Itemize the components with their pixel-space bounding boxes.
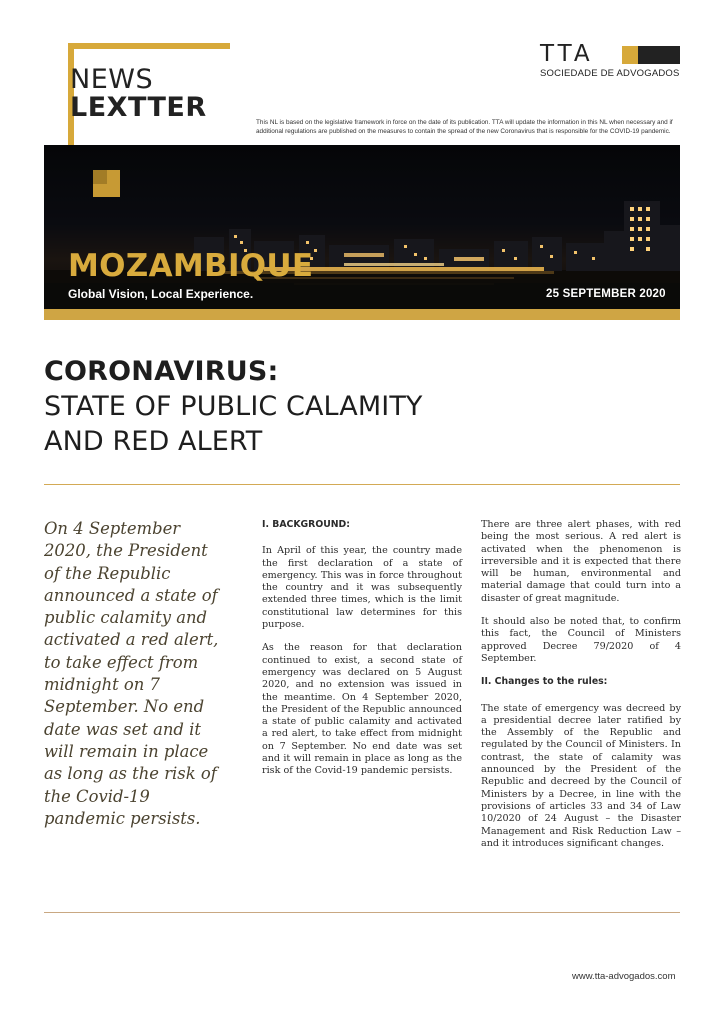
column-two-paragraph-1: There are three alert phases, with red being the most serious. A red alert is activated when the phenomenon is irreversible and it is expected that there will be human, environmental and material damage that could turn into a disaster of great magnitude. bbox=[481, 519, 681, 604]
bottom-divider bbox=[44, 912, 680, 913]
column-one bbox=[262, 519, 462, 789]
brand-name: TTA bbox=[540, 41, 594, 67]
tagline: Global Vision, Local Experience. bbox=[68, 287, 254, 301]
disclaimer-text: This NL is based on the legislative framework in force on the date of its publication. TTA will update the information in this NL when necessary and if additional regulations are published on the measures to contain the spread of the new Coronavirus that is responsible for the COVID-19 pandemic. bbox=[256, 119, 673, 135]
headline-line2: AND RED ALERT bbox=[44, 426, 263, 457]
newsletter-title bbox=[70, 66, 207, 122]
top-divider bbox=[44, 484, 680, 485]
section-heading-changes: II. Changes to the rules: bbox=[481, 676, 608, 688]
column-one-paragraph-2: As the reason for that declaration continued to exist, a second state of emergency was declared on 5 August 2020, and no extension was issued in the meantime. On 4 September 2020, the President of the Republic announced a state of public calamity and activated a red alert, to take effect from midnight on 7 September. No end date was set and it will remain in place as long as the risk of the Covid-19 pandemic persists. bbox=[262, 642, 462, 777]
city-skyline-banner bbox=[44, 145, 680, 309]
publication-date: 25 SEPTEMBER 2020 bbox=[546, 288, 666, 300]
brand-logo bbox=[540, 42, 680, 79]
gold-square-inner-decoration bbox=[93, 170, 107, 184]
headline-bold: CORONAVIRUS: bbox=[44, 356, 279, 387]
footer-website-link[interactable]: www.tta-advogados.com bbox=[572, 971, 676, 982]
lead-paragraph: On 4 September 2020, the President of the Republic announced a state of public calamity and activated a red alert, to take effect from midnight on 7 September. No end date was set and it will remain in place as long as the risk of the Covid-19 pandemic persists. bbox=[44, 519, 219, 828]
newsletter-title-line2: LEXTTER bbox=[70, 92, 207, 123]
headline-line1: STATE OF PUBLIC CALAMITY bbox=[44, 391, 423, 422]
city-night-skyline-image bbox=[44, 145, 680, 309]
column-two bbox=[481, 519, 681, 861]
newsletter-title-line1: NEWS bbox=[70, 64, 154, 95]
column-one-paragraph-1: In April of this year, the country made the first declaration of a state of emergency. This was in force throughout the country and it was subsequently extended three times, which is the limit constitutional law determines for this purpose. bbox=[262, 545, 462, 631]
column-two-paragraph-2: It should also be noted that, to confirm this fact, the Council of Ministers approved Decree 79/2020 of 4 September. bbox=[481, 616, 681, 664]
column-two-paragraph-3: The state of emergency was decreed by a presidential decree later ratified by the Assembly of the Republic and regulated by the Council of Ministers. In contrast, the state of calamity was announced by the President of the Republic and decreed by the Council of Ministers by a Decree, in line with the provisions of articles 33 and 34 of Law 10/2020 of 24 August – the Disaster Management and Risk Reduction Law – and it introduces significant changes. bbox=[481, 702, 681, 849]
gold-strip-divider bbox=[44, 309, 680, 320]
country-title: MOZAMBIQUE bbox=[68, 248, 314, 284]
section-heading-background: I. BACKGROUND: bbox=[262, 519, 350, 530]
brand-subtitle: SOCIEDADE DE ADVOGADOS bbox=[540, 68, 680, 79]
brand-bar-icon bbox=[622, 46, 680, 64]
